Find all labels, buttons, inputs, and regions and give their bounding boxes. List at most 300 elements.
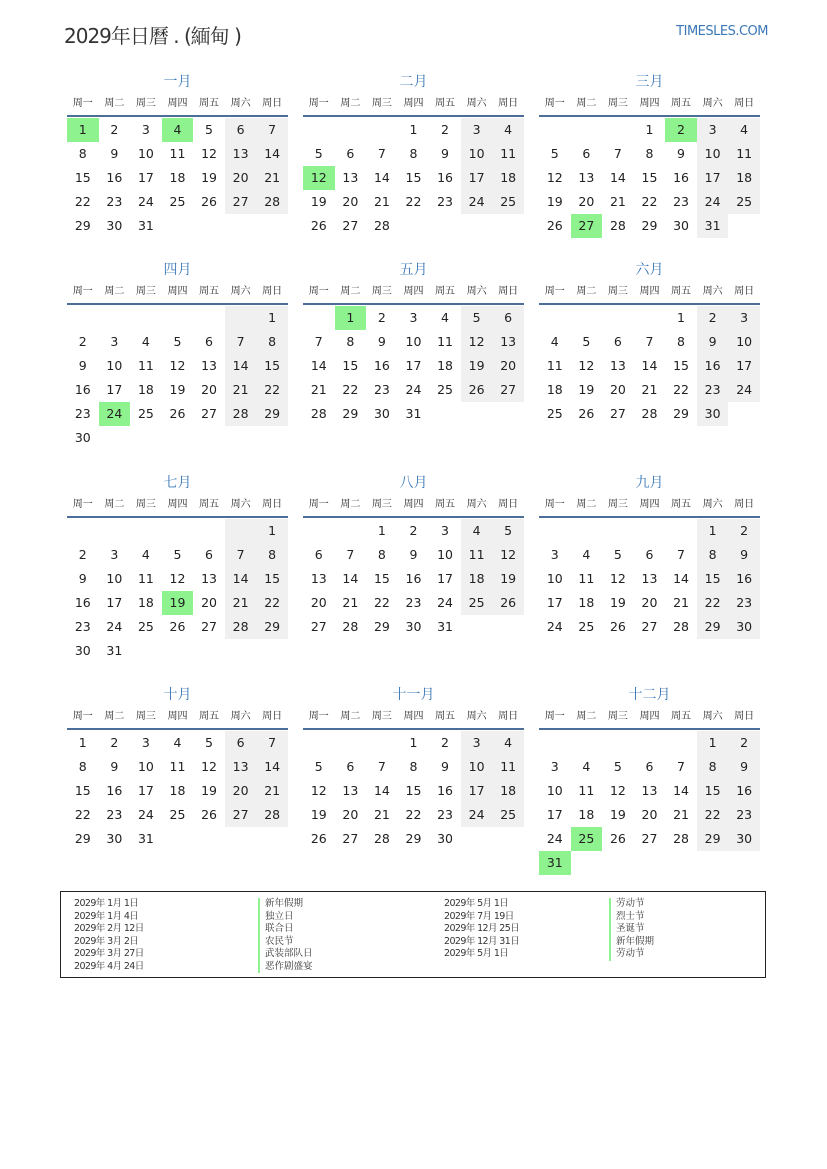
day-cell[interactable]: 4 — [141, 547, 150, 562]
day-cell[interactable]: 15 — [697, 567, 729, 591]
day-cell[interactable]: 6 — [613, 334, 622, 349]
day-cell[interactable]: 1 — [409, 735, 418, 750]
day-cell[interactable]: 17 — [137, 170, 154, 185]
day-cell[interactable]: 2 — [728, 519, 760, 543]
day-cell[interactable]: 3 — [550, 547, 559, 562]
day-cell[interactable]: 22 — [697, 591, 729, 615]
day-cell[interactable]: 19 — [609, 807, 626, 822]
day-cell[interactable]: 6 — [645, 759, 654, 774]
day-cell[interactable]: 19 — [201, 783, 217, 798]
day-cell[interactable]: 8 — [346, 334, 355, 349]
day-cell[interactable]: 29 — [74, 831, 91, 846]
day-cell[interactable]: 4 — [582, 759, 591, 774]
day-cell[interactable]: 25 — [578, 619, 595, 634]
day-cell[interactable]: 22 — [74, 194, 91, 209]
holiday-day-cell[interactable]: 2 — [665, 118, 697, 142]
day-cell[interactable]: 29 — [373, 619, 390, 634]
holiday-day-cell[interactable]: 19 — [162, 591, 194, 615]
day-cell[interactable]: 16 — [373, 358, 390, 373]
day-cell[interactable]: 10 — [137, 759, 154, 774]
holiday-day-cell[interactable]: 12 — [303, 166, 335, 190]
day-cell[interactable]: 5 — [613, 759, 622, 774]
day-cell[interactable]: 11 — [546, 358, 563, 373]
day-cell[interactable]: 21 — [225, 378, 257, 402]
day-cell[interactable]: 29 — [641, 218, 658, 233]
day-cell[interactable]: 23 — [74, 406, 91, 421]
day-cell[interactable]: 29 — [74, 218, 91, 233]
day-cell[interactable]: 13 — [641, 571, 658, 586]
day-cell[interactable]: 27 — [225, 803, 257, 827]
day-cell[interactable]: 5 — [461, 306, 493, 330]
day-cell[interactable]: 13 — [201, 571, 217, 586]
day-cell[interactable]: 19 — [578, 382, 595, 397]
day-cell[interactable]: 29 — [697, 827, 729, 851]
day-cell[interactable]: 8 — [697, 755, 729, 779]
day-cell[interactable]: 23 — [728, 803, 760, 827]
day-cell[interactable]: 13 — [342, 783, 359, 798]
day-cell[interactable]: 2 — [110, 122, 119, 137]
day-cell[interactable]: 20 — [310, 595, 327, 610]
day-cell[interactable]: 25 — [169, 807, 186, 822]
day-cell[interactable]: 9 — [377, 334, 386, 349]
day-cell[interactable]: 14 — [641, 358, 658, 373]
day-cell[interactable]: 13 — [578, 170, 595, 185]
day-cell[interactable]: 6 — [225, 731, 257, 755]
day-cell[interactable]: 23 — [106, 807, 123, 822]
day-cell[interactable]: 4 — [550, 334, 559, 349]
day-cell[interactable]: 10 — [461, 755, 493, 779]
day-cell[interactable]: 25 — [492, 803, 524, 827]
day-cell[interactable]: 19 — [546, 194, 563, 209]
day-cell[interactable]: 2 — [78, 547, 87, 562]
day-cell[interactable]: 14 — [373, 783, 390, 798]
day-cell[interactable]: 1 — [677, 310, 685, 325]
day-cell[interactable]: 18 — [578, 595, 595, 610]
day-cell[interactable]: 11 — [728, 142, 760, 166]
day-cell[interactable]: 15 — [74, 170, 91, 185]
day-cell[interactable]: 28 — [225, 402, 257, 426]
day-cell[interactable]: 26 — [201, 194, 217, 209]
day-cell[interactable]: 31 — [137, 218, 154, 233]
day-cell[interactable]: 6 — [582, 146, 591, 161]
day-cell[interactable]: 8 — [256, 543, 288, 567]
day-cell[interactable]: 11 — [492, 755, 524, 779]
day-cell[interactable]: 4 — [141, 334, 150, 349]
day-cell[interactable]: 5 — [205, 735, 213, 750]
day-cell[interactable]: 1 — [256, 519, 288, 543]
day-cell[interactable]: 7 — [613, 146, 622, 161]
day-cell[interactable]: 24 — [546, 831, 563, 846]
day-cell[interactable]: 27 — [225, 190, 257, 214]
day-cell[interactable]: 3 — [409, 310, 418, 325]
day-cell[interactable]: 16 — [74, 595, 91, 610]
holiday-day-cell[interactable]: 1 — [67, 118, 99, 142]
day-cell[interactable]: 7 — [346, 547, 355, 562]
day-cell[interactable]: 17 — [546, 595, 563, 610]
day-cell[interactable]: 16 — [673, 170, 689, 185]
day-cell[interactable]: 14 — [373, 170, 390, 185]
day-cell[interactable]: 24 — [697, 190, 729, 214]
day-cell[interactable]: 29 — [256, 402, 288, 426]
day-cell[interactable]: 30 — [728, 827, 760, 851]
day-cell[interactable]: 28 — [673, 831, 689, 846]
day-cell[interactable]: 30 — [106, 218, 123, 233]
day-cell[interactable]: 8 — [697, 543, 729, 567]
day-cell[interactable]: 7 — [677, 759, 685, 774]
day-cell[interactable]: 2 — [697, 306, 729, 330]
holiday-day-cell[interactable]: 4 — [162, 118, 194, 142]
day-cell[interactable]: 20 — [225, 779, 257, 803]
day-cell[interactable]: 28 — [256, 803, 288, 827]
day-cell[interactable]: 3 — [461, 118, 493, 142]
day-cell[interactable]: 3 — [550, 759, 559, 774]
day-cell[interactable]: 22 — [256, 591, 288, 615]
day-cell[interactable]: 14 — [225, 354, 257, 378]
day-cell[interactable]: 18 — [461, 567, 493, 591]
day-cell[interactable]: 21 — [673, 595, 689, 610]
day-cell[interactable]: 13 — [609, 358, 626, 373]
day-cell[interactable]: 18 — [578, 807, 595, 822]
day-cell[interactable]: 30 — [673, 218, 689, 233]
day-cell[interactable]: 3 — [728, 306, 760, 330]
day-cell[interactable]: 4 — [492, 118, 524, 142]
day-cell[interactable]: 15 — [405, 170, 422, 185]
day-cell[interactable]: 22 — [673, 382, 689, 397]
day-cell[interactable]: 21 — [373, 194, 390, 209]
day-cell[interactable]: 11 — [169, 146, 186, 161]
day-cell[interactable]: 24 — [137, 807, 154, 822]
day-cell[interactable]: 16 — [437, 170, 453, 185]
day-cell[interactable]: 23 — [373, 382, 390, 397]
day-cell[interactable]: 18 — [492, 166, 524, 190]
day-cell[interactable]: 29 — [673, 406, 689, 421]
day-cell[interactable]: 26 — [578, 406, 595, 421]
day-cell[interactable]: 8 — [645, 146, 654, 161]
day-cell[interactable]: 6 — [225, 118, 257, 142]
day-cell[interactable]: 10 — [546, 783, 563, 798]
day-cell[interactable]: 5 — [582, 334, 591, 349]
day-cell[interactable]: 10 — [405, 334, 422, 349]
day-cell[interactable]: 11 — [578, 571, 595, 586]
day-cell[interactable]: 24 — [437, 595, 453, 610]
day-cell[interactable]: 30 — [697, 402, 729, 426]
day-cell[interactable]: 19 — [310, 807, 327, 822]
day-cell[interactable]: 26 — [169, 406, 186, 421]
day-cell[interactable]: 18 — [437, 358, 453, 373]
day-cell[interactable]: 16 — [106, 170, 123, 185]
day-cell[interactable]: 21 — [609, 194, 626, 209]
day-cell[interactable]: 20 — [578, 194, 595, 209]
day-cell[interactable]: 30 — [74, 430, 91, 445]
day-cell[interactable]: 25 — [169, 194, 186, 209]
day-cell[interactable]: 23 — [697, 378, 729, 402]
day-cell[interactable]: 12 — [461, 330, 493, 354]
day-cell[interactable]: 12 — [310, 783, 327, 798]
day-cell[interactable]: 7 — [677, 547, 685, 562]
day-cell[interactable]: 26 — [609, 831, 626, 846]
day-cell[interactable]: 4 — [582, 547, 591, 562]
day-cell[interactable]: 7 — [314, 334, 323, 349]
day-cell[interactable]: 27 — [342, 831, 359, 846]
day-cell[interactable]: 7 — [256, 731, 288, 755]
day-cell[interactable]: 6 — [346, 146, 355, 161]
day-cell[interactable]: 2 — [78, 334, 87, 349]
day-cell[interactable]: 3 — [697, 118, 729, 142]
day-cell[interactable]: 28 — [673, 619, 689, 634]
day-cell[interactable]: 22 — [342, 382, 359, 397]
day-cell[interactable]: 5 — [314, 759, 323, 774]
day-cell[interactable]: 25 — [546, 406, 563, 421]
day-cell[interactable]: 20 — [225, 166, 257, 190]
day-cell[interactable]: 16 — [74, 382, 91, 397]
day-cell[interactable]: 30 — [74, 643, 91, 658]
holiday-day-cell[interactable]: 25 — [571, 827, 603, 851]
day-cell[interactable]: 15 — [256, 354, 288, 378]
day-cell[interactable]: 9 — [677, 146, 685, 161]
day-cell[interactable]: 9 — [110, 146, 119, 161]
day-cell[interactable]: 9 — [441, 146, 449, 161]
day-cell[interactable]: 12 — [201, 759, 217, 774]
day-cell[interactable]: 18 — [546, 382, 563, 397]
day-cell[interactable]: 26 — [546, 218, 563, 233]
day-cell[interactable]: 6 — [205, 547, 213, 562]
day-cell[interactable]: 21 — [256, 166, 288, 190]
day-cell[interactable]: 19 — [310, 194, 327, 209]
day-cell[interactable]: 29 — [405, 831, 422, 846]
day-cell[interactable]: 23 — [405, 595, 422, 610]
day-cell[interactable]: 1 — [645, 122, 654, 137]
day-cell[interactable]: 24 — [461, 803, 493, 827]
day-cell[interactable]: 23 — [437, 194, 453, 209]
day-cell[interactable]: 11 — [137, 571, 154, 586]
day-cell[interactable]: 30 — [405, 619, 422, 634]
day-cell[interactable]: 2 — [409, 523, 418, 538]
day-cell[interactable]: 27 — [342, 218, 359, 233]
day-cell[interactable]: 6 — [645, 547, 654, 562]
day-cell[interactable]: 18 — [492, 779, 524, 803]
day-cell[interactable]: 3 — [110, 334, 119, 349]
day-cell[interactable]: 25 — [728, 190, 760, 214]
day-cell[interactable]: 17 — [697, 166, 729, 190]
day-cell[interactable]: 13 — [342, 170, 359, 185]
day-cell[interactable]: 28 — [310, 406, 327, 421]
day-cell[interactable]: 31 — [405, 406, 422, 421]
day-cell[interactable]: 10 — [106, 358, 123, 373]
day-cell[interactable]: 10 — [137, 146, 154, 161]
day-cell[interactable]: 7 — [377, 146, 386, 161]
day-cell[interactable]: 9 — [728, 543, 760, 567]
day-cell[interactable]: 10 — [728, 330, 760, 354]
day-cell[interactable]: 17 — [461, 166, 493, 190]
day-cell[interactable]: 20 — [641, 807, 658, 822]
day-cell[interactable]: 5 — [173, 334, 182, 349]
day-cell[interactable]: 29 — [697, 615, 729, 639]
day-cell[interactable]: 1 — [78, 735, 87, 750]
day-cell[interactable]: 10 — [437, 547, 453, 562]
day-cell[interactable]: 11 — [461, 543, 493, 567]
day-cell[interactable]: 15 — [405, 783, 422, 798]
day-cell[interactable]: 21 — [310, 382, 327, 397]
day-cell[interactable]: 15 — [673, 358, 689, 373]
day-cell[interactable]: 22 — [405, 807, 422, 822]
day-cell[interactable]: 9 — [697, 330, 729, 354]
site-logo[interactable]: TIMESLES.COM — [676, 24, 768, 39]
day-cell[interactable]: 22 — [697, 803, 729, 827]
day-cell[interactable]: 24 — [106, 619, 123, 634]
holiday-day-cell[interactable]: 27 — [571, 214, 603, 238]
day-cell[interactable]: 25 — [437, 382, 453, 397]
day-cell[interactable]: 14 — [609, 170, 626, 185]
day-cell[interactable]: 28 — [609, 218, 626, 233]
day-cell[interactable]: 23 — [106, 194, 123, 209]
day-cell[interactable]: 7 — [256, 118, 288, 142]
day-cell[interactable]: 2 — [728, 731, 760, 755]
day-cell[interactable]: 28 — [373, 218, 390, 233]
day-cell[interactable]: 11 — [169, 759, 186, 774]
day-cell[interactable]: 1 — [697, 519, 729, 543]
day-cell[interactable]: 30 — [106, 831, 123, 846]
day-cell[interactable]: 10 — [461, 142, 493, 166]
day-cell[interactable]: 26 — [461, 378, 493, 402]
day-cell[interactable]: 29 — [256, 615, 288, 639]
day-cell[interactable]: 26 — [492, 591, 524, 615]
day-cell[interactable]: 6 — [314, 547, 323, 562]
day-cell[interactable]: 22 — [256, 378, 288, 402]
day-cell[interactable]: 15 — [74, 783, 91, 798]
day-cell[interactable]: 30 — [437, 831, 453, 846]
day-cell[interactable]: 12 — [578, 358, 595, 373]
day-cell[interactable]: 16 — [437, 783, 453, 798]
day-cell[interactable]: 18 — [728, 166, 760, 190]
day-cell[interactable]: 27 — [310, 619, 327, 634]
day-cell[interactable]: 17 — [546, 807, 563, 822]
day-cell[interactable]: 25 — [137, 406, 154, 421]
day-cell[interactable]: 10 — [546, 571, 563, 586]
day-cell[interactable]: 8 — [78, 146, 87, 161]
day-cell[interactable]: 31 — [697, 214, 729, 238]
day-cell[interactable]: 25 — [137, 619, 154, 634]
day-cell[interactable]: 3 — [441, 523, 449, 538]
day-cell[interactable]: 7 — [225, 330, 257, 354]
day-cell[interactable]: 17 — [405, 358, 422, 373]
day-cell[interactable]: 9 — [441, 759, 449, 774]
day-cell[interactable]: 1 — [697, 731, 729, 755]
day-cell[interactable]: 21 — [673, 807, 689, 822]
day-cell[interactable]: 9 — [110, 759, 119, 774]
day-cell[interactable]: 28 — [225, 615, 257, 639]
day-cell[interactable]: 15 — [697, 779, 729, 803]
day-cell[interactable]: 19 — [461, 354, 493, 378]
day-cell[interactable]: 16 — [106, 783, 123, 798]
day-cell[interactable]: 4 — [728, 118, 760, 142]
day-cell[interactable]: 12 — [492, 543, 524, 567]
day-cell[interactable]: 23 — [728, 591, 760, 615]
day-cell[interactable]: 23 — [74, 619, 91, 634]
day-cell[interactable]: 15 — [373, 571, 390, 586]
day-cell[interactable]: 6 — [205, 334, 213, 349]
day-cell[interactable]: 15 — [342, 358, 359, 373]
day-cell[interactable]: 14 — [225, 567, 257, 591]
day-cell[interactable]: 28 — [342, 619, 359, 634]
day-cell[interactable]: 13 — [201, 358, 217, 373]
day-cell[interactable]: 8 — [409, 146, 418, 161]
day-cell[interactable]: 30 — [373, 406, 390, 421]
day-cell[interactable]: 21 — [225, 591, 257, 615]
day-cell[interactable]: 26 — [169, 619, 186, 634]
day-cell[interactable]: 5 — [492, 519, 524, 543]
day-cell[interactable]: 11 — [492, 142, 524, 166]
day-cell[interactable]: 27 — [201, 619, 217, 634]
day-cell[interactable]: 26 — [201, 807, 217, 822]
day-cell[interactable]: 2 — [441, 122, 449, 137]
day-cell[interactable]: 4 — [461, 519, 493, 543]
day-cell[interactable]: 27 — [641, 619, 658, 634]
day-cell[interactable]: 19 — [492, 567, 524, 591]
day-cell[interactable]: 15 — [256, 567, 288, 591]
day-cell[interactable]: 13 — [225, 142, 257, 166]
day-cell[interactable]: 18 — [137, 382, 154, 397]
day-cell[interactable]: 3 — [461, 731, 493, 755]
day-cell[interactable]: 14 — [256, 142, 288, 166]
day-cell[interactable]: 27 — [201, 406, 217, 421]
day-cell[interactable]: 21 — [256, 779, 288, 803]
day-cell[interactable]: 27 — [609, 406, 626, 421]
day-cell[interactable]: 12 — [169, 358, 186, 373]
day-cell[interactable]: 14 — [256, 755, 288, 779]
day-cell[interactable]: 20 — [609, 382, 626, 397]
day-cell[interactable]: 26 — [310, 218, 327, 233]
day-cell[interactable]: 28 — [373, 831, 390, 846]
day-cell[interactable]: 2 — [110, 735, 119, 750]
day-cell[interactable]: 9 — [78, 571, 87, 586]
day-cell[interactable]: 19 — [169, 382, 186, 397]
day-cell[interactable]: 19 — [201, 170, 217, 185]
day-cell[interactable]: 17 — [137, 783, 154, 798]
day-cell[interactable]: 24 — [728, 378, 760, 402]
day-cell[interactable]: 27 — [492, 378, 524, 402]
day-cell[interactable]: 20 — [641, 595, 658, 610]
day-cell[interactable]: 20 — [342, 194, 359, 209]
day-cell[interactable]: 19 — [609, 595, 626, 610]
day-cell[interactable]: 12 — [169, 571, 186, 586]
day-cell[interactable]: 25 — [492, 190, 524, 214]
day-cell[interactable]: 4 — [492, 731, 524, 755]
day-cell[interactable]: 6 — [492, 306, 524, 330]
day-cell[interactable]: 21 — [641, 382, 658, 397]
day-cell[interactable]: 17 — [106, 382, 123, 397]
day-cell[interactable]: 17 — [728, 354, 760, 378]
day-cell[interactable]: 31 — [137, 831, 154, 846]
day-cell[interactable]: 5 — [550, 146, 559, 161]
day-cell[interactable]: 16 — [697, 354, 729, 378]
day-cell[interactable]: 14 — [673, 571, 689, 586]
day-cell[interactable]: 7 — [377, 759, 386, 774]
day-cell[interactable]: 14 — [673, 783, 689, 798]
day-cell[interactable]: 13 — [225, 755, 257, 779]
day-cell[interactable]: 8 — [377, 547, 386, 562]
day-cell[interactable]: 5 — [314, 146, 323, 161]
day-cell[interactable]: 12 — [609, 783, 626, 798]
day-cell[interactable]: 26 — [310, 831, 327, 846]
day-cell[interactable]: 8 — [78, 759, 87, 774]
day-cell[interactable]: 21 — [342, 595, 359, 610]
holiday-day-cell[interactable]: 31 — [539, 851, 571, 875]
day-cell[interactable]: 15 — [641, 170, 658, 185]
day-cell[interactable]: 24 — [137, 194, 154, 209]
day-cell[interactable]: 7 — [225, 543, 257, 567]
day-cell[interactable]: 11 — [578, 783, 595, 798]
day-cell[interactable]: 29 — [342, 406, 359, 421]
